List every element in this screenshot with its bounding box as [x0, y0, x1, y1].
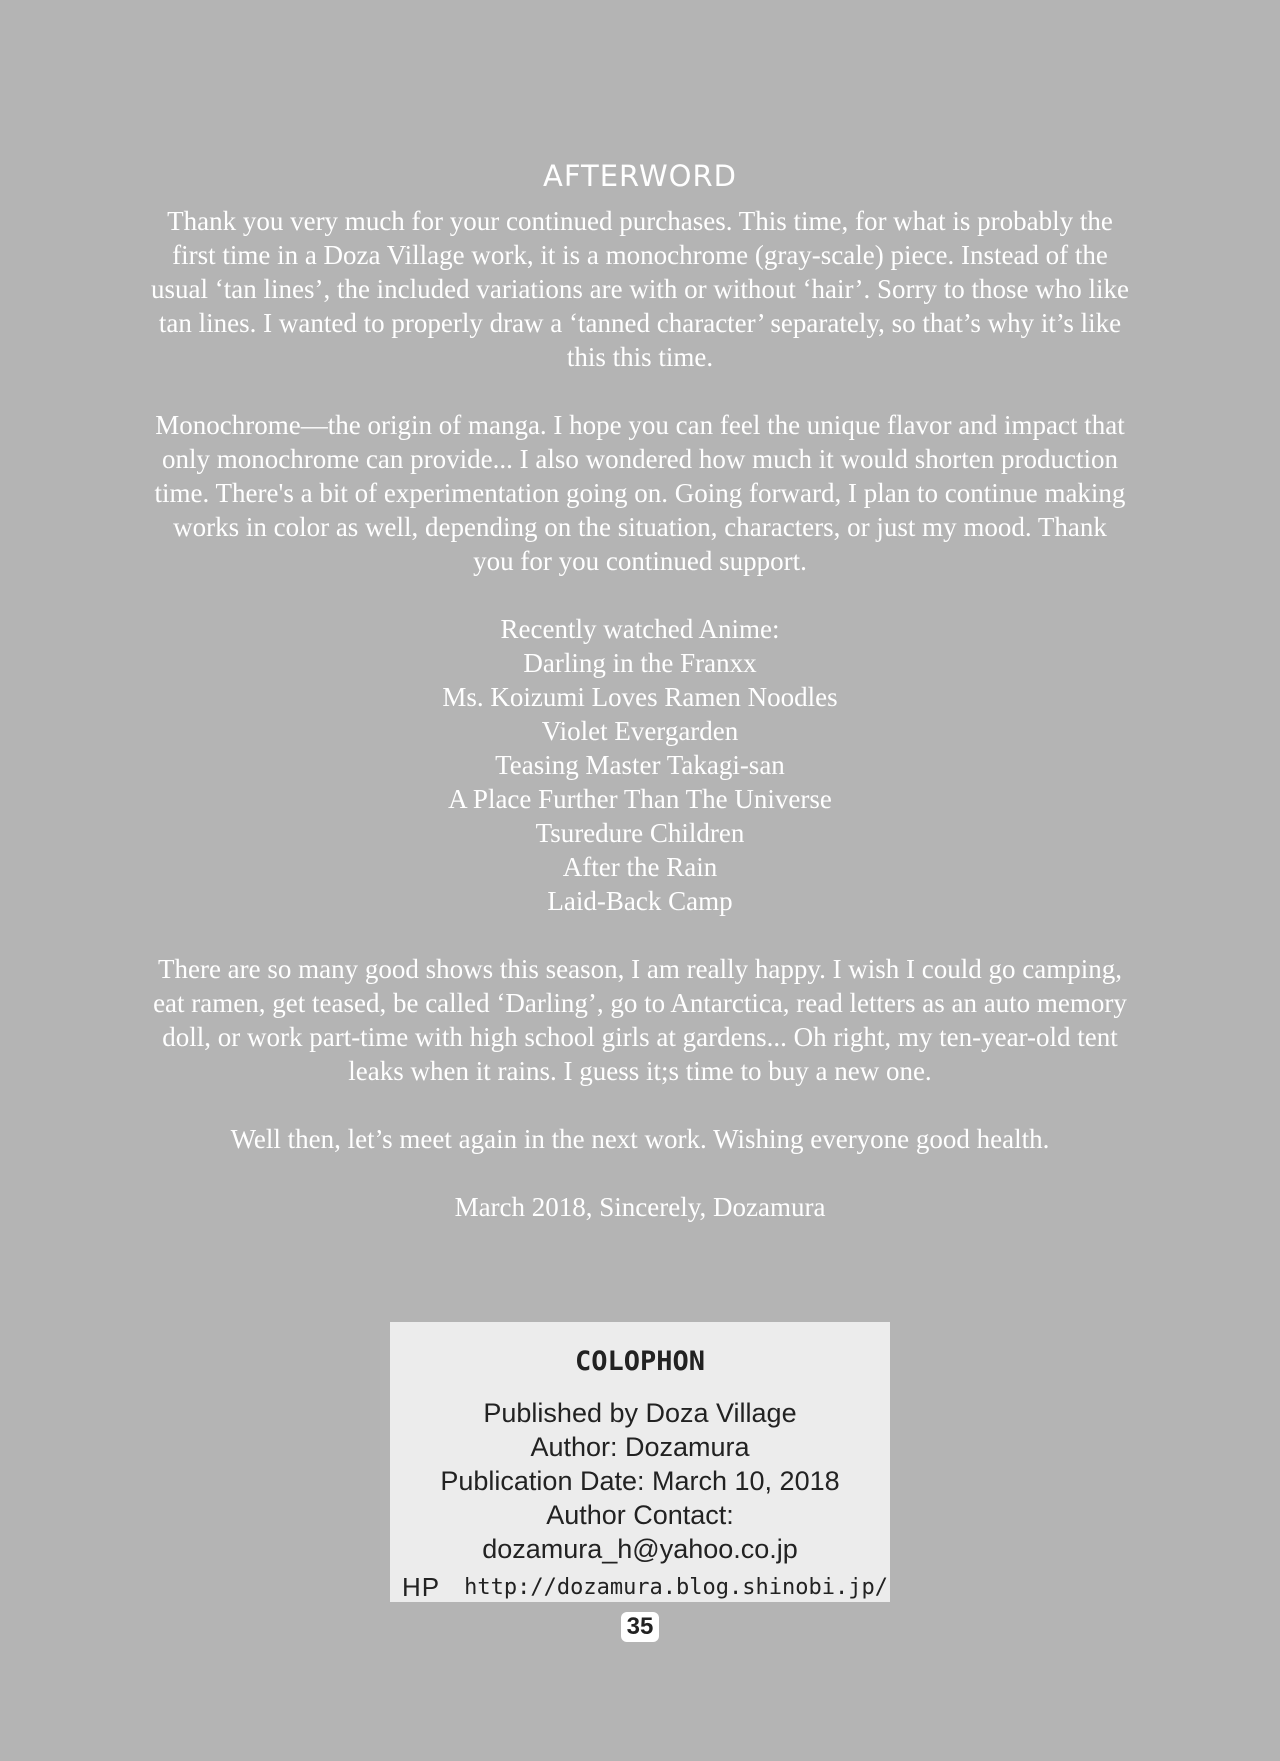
afterword-paragraph: Thank you very much for your continued purchases. This time, for what is probably the first time in a Doza Village work, it is a monochrome (gray-scale) piece. Instead of the usual ‘tan lines’, the included variations are with or without ‘hair’. Sorry to those who like tan lines. I wanted to properly draw a ‘tanned character’ separately, so that’s why it’s like this this time.	[150, 206, 1130, 372]
colophon-publisher: Published by Doza Village	[483, 1398, 797, 1428]
afterword-paragraph: Monochrome—the origin of manga. I hope you can feel the unique flavor and impact that only monochrome can provide... I also wondered how much it would shorten production time. There's a bit of experimentation going on. Going forward, I plan to continue making works in color as well, depending on the situation, characters, or just my mood. Thank you for you continued support.	[154, 410, 1126, 576]
anime-list-item: Ms. Koizumi Loves Ramen Noodles	[442, 682, 838, 712]
anime-list-item: Darling in the Franxx	[523, 648, 757, 678]
anime-list	[150, 646, 1130, 918]
anime-list-item: A Place Further Than The Universe	[448, 784, 832, 814]
page-number-container	[0, 1612, 1280, 1642]
anime-section	[150, 612, 1130, 918]
colophon-author-contact: Author Contact: dozamura_h@yahoo.co.jp	[482, 1500, 798, 1564]
anime-list-item: Tsuredure Children	[535, 818, 745, 848]
anime-heading: Recently watched Anime:	[500, 614, 780, 644]
homepage-row	[390, 1572, 890, 1603]
colophon-box	[390, 1322, 890, 1602]
colophon-publication-date: Publication Date: March 10, 2018	[440, 1466, 840, 1496]
colophon-details	[390, 1396, 890, 1566]
homepage-url: http://dozamura.blog.shinobi.jp/	[464, 1575, 888, 1600]
afterword-closing-paragraph: Well then, let’s meet again in the next work. Wishing everyone good health.	[230, 1124, 1050, 1154]
page-number: 35	[621, 1612, 660, 1642]
anime-list-item: After the Rain	[562, 852, 718, 882]
afterword-title: AFTERWORD	[542, 159, 737, 193]
afterword-section	[150, 156, 1130, 1224]
homepage-label: HP	[402, 1572, 441, 1602]
anime-list-item: Laid-Back Camp	[547, 886, 733, 916]
colophon-title: COLOPHON	[574, 1346, 706, 1377]
anime-list-item: Violet Evergarden	[541, 716, 739, 746]
anime-list-item: Teasing Master Takagi-san	[495, 750, 785, 780]
afterword-closing-paragraph: There are so many good shows this season, I am really happy. I wish I could go camping, eat ramen, get teased, be called ‘Darling’, go to Antarctica, read letters as an auto memory doll, or work part-time with high school girls at gardens... Oh right, my ten-year-old tent leaks when it rains. I guess it;s time to buy a new one.	[153, 954, 1127, 1086]
colophon-author: Author: Dozamura	[530, 1432, 750, 1462]
signature: March 2018, Sincerely, Dozamura	[454, 1192, 826, 1222]
